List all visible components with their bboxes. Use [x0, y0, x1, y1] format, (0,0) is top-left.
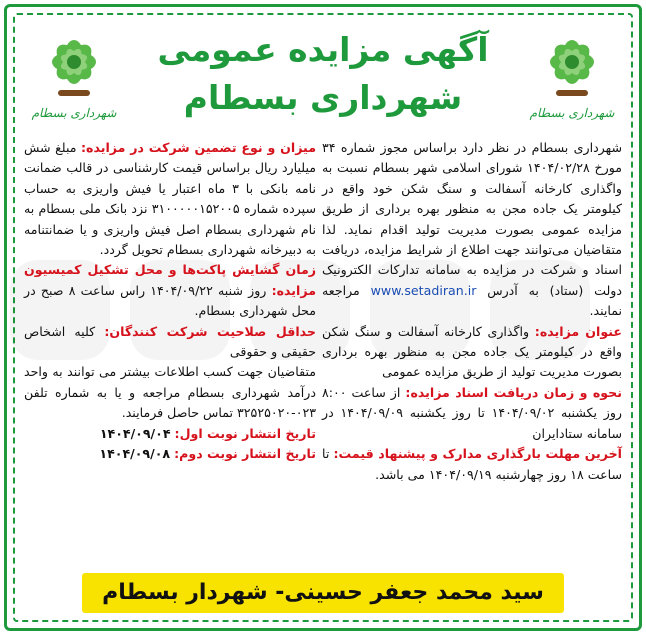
- logo-caption: شهرداری بسطام: [529, 106, 615, 120]
- intro-end-text: مراجعه نمایند.: [322, 282, 622, 319]
- guarantee-paragraph: [24, 138, 316, 260]
- ad-subtitle: شهرداری بسطام: [183, 78, 463, 117]
- subject-text: واگذاری کارخانه آسفالت و سنگ شکن واقع در کیلومتر یک جاده مجن به منظور بهره برداری بصورت مدیریت تولید از طریق مزایده عمومی: [322, 323, 622, 380]
- guarantee-text: مبلغ شش میلیارد ریال براساس قیمت کارشناسی در قالب ضمانت نامه بانکی با ۳ ماه اعتبار یا فیش واریزی به حساب سپرده شماره ۳۱۰۰۰۰۰۱۵۲۰۰۵ نزد بانک ملی بسطام به نام شهرداری بسطام اصل فیش واریزی و یا ضمانتنامه به دبیرخانه شهرداری بسطام تحویل گردد.: [24, 140, 316, 258]
- guarantee-heading: میزان و نوع تضمین شرکت در مزایده:: [80, 140, 316, 155]
- pub1-date: ۱۴۰۴/۰۹/۰۴: [99, 425, 171, 441]
- mayor-signature-bar: سید محمد جعفر حسینی- شهردار بسطام: [82, 573, 564, 613]
- deadline-text: تا ساعت ۱۸ روز چهارشنبه ۱۴۰۴/۰۹/۱۹ می باشد.: [322, 446, 622, 482]
- setad-website-link[interactable]: www.setadiran.ir: [370, 282, 477, 298]
- info-paragraph: [24, 362, 316, 423]
- pub2-date: ۱۴۰۴/۰۹/۰۸: [99, 446, 171, 462]
- opening-paragraph: [24, 260, 316, 321]
- municipality-logo-left: [28, 26, 120, 130]
- eligibility-heading: حداقل صلاحیت شرکت کنندگان:: [104, 323, 316, 339]
- left-column: [24, 138, 316, 465]
- opening-text: روز شنبه ۱۴۰۴/۰۹/۲۲ راس ساعت ۸ صبح در محل شهرداری بسطام.: [24, 282, 316, 319]
- receive-text: از ساعت ۸:۰۰ روز یکشنبه ۱۴۰۴/۰۹/۰۲ تا روز یکشنبه ۱۴۰۴/۰۹/۰۹ در سامانه ستادایران: [322, 384, 622, 441]
- municipality-logo-right: [526, 26, 618, 130]
- intro-paragraph: [322, 138, 622, 322]
- pub2-label: تاریخ انتشار نوبت دوم:: [174, 446, 316, 462]
- intro-text: شهرداری بسطام در نظر دارد براساس مجوز شماره ۳۴ مورخ ۱۴۰۴/۰۲/۲۸ شورای اسلامی شهر بسطام نسبت به واگذاری کارخانه آسفالت و سنگ شکن خود واقع در کیلومتر یک جاده مجن به منظور بهره برداری از طریق مزایده عمومی بصورت مدیریت تولید اقدام نماید. لذا متقاضیان می‌توانند جهت اطلاع از شرایط مزایده، دریافت اسناد و شرکت در مزایده به سامانه تدارکات الکترونیک دولت (ستاد) به آدرس: [322, 140, 623, 298]
- eligibility-text: کلیه اشخاص حقیقی و حقوقی: [24, 323, 316, 360]
- subject-paragraph: [322, 322, 622, 383]
- publication-second: [24, 444, 316, 464]
- pub1-label: تاریخ انتشار نوبت اول:: [174, 425, 316, 441]
- deadline-heading: آخرین مهلت بارگذاری مدارک و پیشنهاد قیمت:: [333, 446, 622, 462]
- rosette-icon: [39, 26, 109, 104]
- info-text: متقاضیان جهت کسب اطلاعات بیشتر می توانند به واحد درآمد شهرداری بسطام مراجعه و یا به شماره تلفن ۰۲۳-۳۲۵۲۵۰۲۰ تماس حاصل فرمایند.: [24, 364, 316, 421]
- opening-heading: زمان گشایش پاکت‌ها و محل تشکیل کمیسیون مزایده:: [24, 262, 316, 298]
- receive-heading: نحوه و زمان دریافت اسناد مزایده:: [405, 384, 622, 400]
- ad-title: آگهی مزایده عمومی: [157, 30, 489, 69]
- deadline-paragraph: [322, 444, 622, 485]
- receive-paragraph: [322, 383, 622, 444]
- logo-caption: شهرداری بسطام: [31, 106, 117, 120]
- right-column: [322, 138, 622, 485]
- rosette-icon: [537, 26, 607, 104]
- eligibility-paragraph: [24, 322, 316, 363]
- publication-first: [24, 424, 316, 444]
- subject-heading: عنوان مزایده:: [534, 323, 622, 339]
